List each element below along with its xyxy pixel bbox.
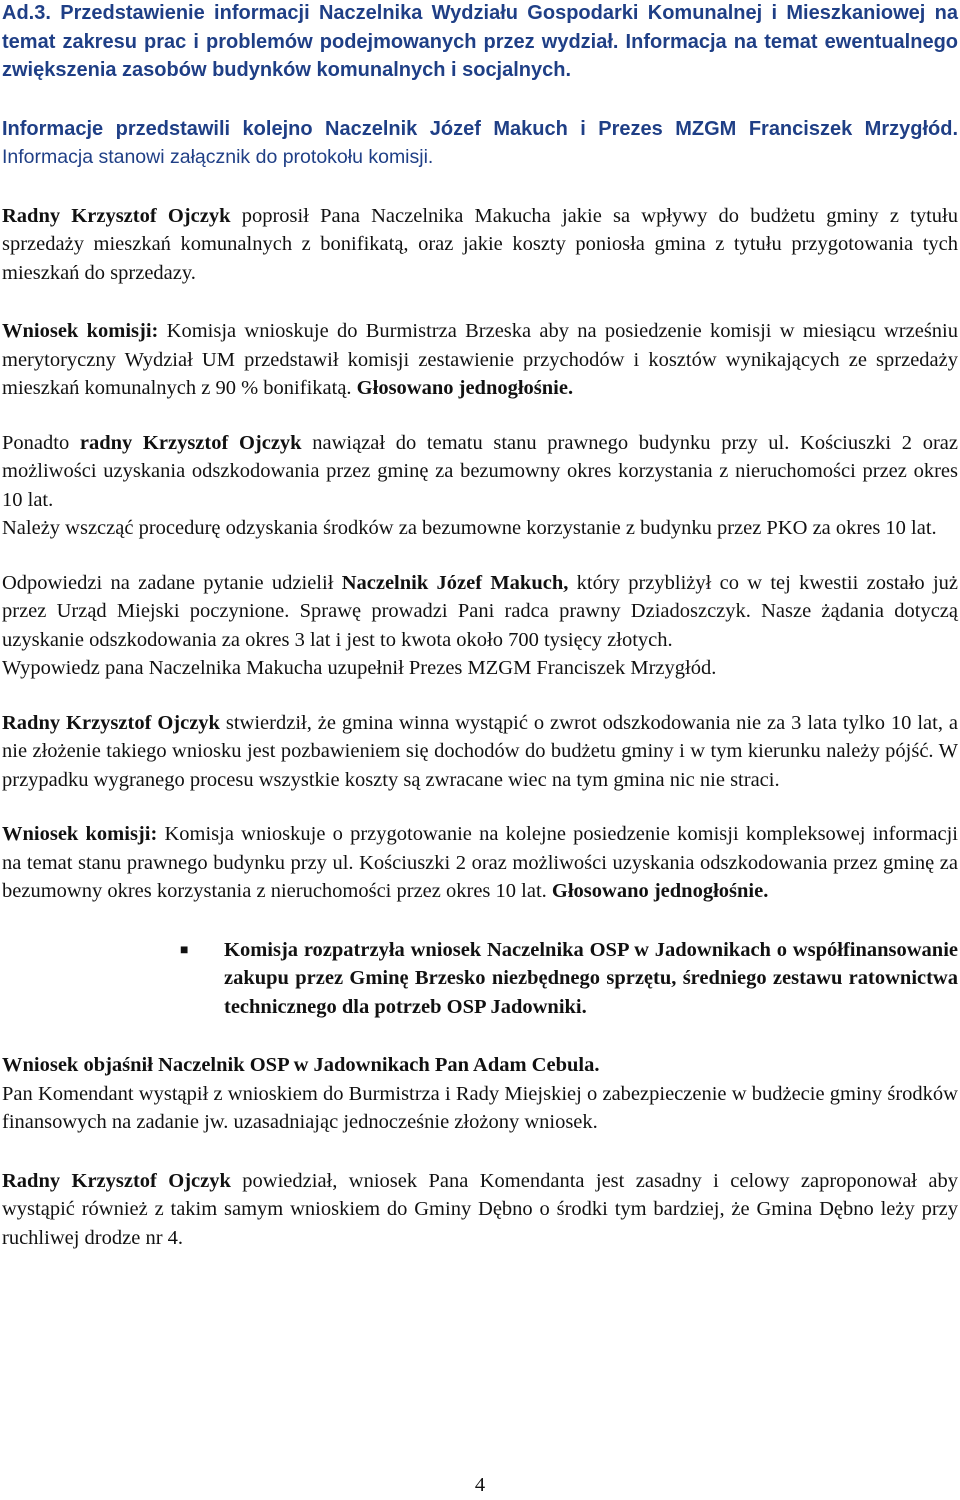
councillor-name: radny Krzysztof Ojczyk <box>79 431 302 454</box>
page-number: 4 <box>474 1474 486 1496</box>
bullet-item <box>180 936 958 1022</box>
opinion-paragraph <box>2 1167 958 1253</box>
supplement-paragraph: Wypowiedz pana Naczelnika Makucha uzupełnił Prezes MZGM Franciszek Mrzygłód. <box>2 657 717 679</box>
councillor-name: Radny Krzysztof Ojczyk <box>2 711 220 734</box>
request-paragraph: Pan Komendant wystąpił z wnioskiem do Burmistrza i Rady Miejskiej o zabezpieczenie w budżecie gminy środków finansowych na zadanie jw. uzasadniając jednocześnie złożony wniosek. <box>2 1082 958 1133</box>
opinion-text: powiedział, wniosek Pana Komendanta jest zasadny i celowy zaproponował aby wystąpić również z takim samym wnioskiem do Gminy Dębno o środki tym bardziej, że Gmina Dębno leży przy ruchliwej drodze nr 4. <box>2 1169 958 1249</box>
councillor-name: Radny Krzysztof Ojczyk <box>2 1169 231 1192</box>
motion-text: Komisja wnioskuje do Burmistrza Brzeska aby na posiedzenie komisji w miesiącu wrześniu merytoryczny Wydział UM przedstawił komisji zestawienie przychodów i kosztów wynikających ze sprzedaży mieszkań komunalnych z 90 % bonifikatą. <box>2 320 958 399</box>
statement-paragraph <box>2 709 958 795</box>
presentation-paragraph <box>2 115 958 172</box>
councillor-name: Radny Krzysztof Ojczyk <box>2 204 231 227</box>
department-head-name: Naczelnik Józef Makuch, <box>341 571 569 594</box>
explanation-paragraph <box>2 1051 958 1080</box>
motion-text: Komisja wnioskuje o przygotowanie na kolejne posiedzenie komisji kompleksowej informacji na temat stanu prawnego budynku przy ul. Kościuszki 2 oraz możliwości uzyskania odszkodowania przez gminę za bezumowny okres korzystania z nieruchomości przez okres 10 lat. <box>2 823 958 902</box>
bullet-text: Komisja rozpatrzyła wniosek Naczelnika OSP w Jadownikach o współfinansowanie zakupu przez Gminę Brzesko niezbędnego sprzętu, średniego zestawu ratownictwa technicznego dla potrzeb OSP Jadowniki. <box>224 938 958 1018</box>
presenters-text: Informacje przedstawili kolejno Naczelnik Józef Makuch i Prezes MZGM Franciszek Mrzygłód. <box>2 117 958 140</box>
building-issue-paragraph <box>2 429 958 515</box>
vote-result: Głosowano jednogłośnie. <box>551 880 769 902</box>
answer-paragraph <box>2 569 958 655</box>
question-paragraph <box>2 202 958 288</box>
committee-motion-1 <box>2 317 958 403</box>
building-issue-text: nawiązał do tematu stanu prawnego budynku przy ul. Kościuszki 2 oraz możliwości uzyskania odszkodowania przez gminę za bezumowny okres korzystania z nieruchomości przez okres 10 lat. <box>2 431 958 511</box>
question-text: poprosił Pana Naczelnika Makucha jakie sa wpływy do budżetu gminy z tytułu sprzedaży mieszkań komunalnych z bonifikatą, oraz jakie koszty poniosła gmina z tytułu przygotowania tych mieszkań do sprzedazy. <box>2 204 959 284</box>
square-bullet-icon: ■ <box>180 942 189 958</box>
agenda-item-title: Przedstawienie informacji Naczelnika Wydziału Gospodarki Komunalnej i Mieszkaniowej na temat zakresu prac i problemów podejmowanych przez wydział. Informacja na temat ewentualnego zwiększenia zasobów budynków komunalnych i socjalnych. <box>2 2 958 81</box>
agenda-item-heading <box>2 0 958 85</box>
motion-label: Wniosek komisji: <box>2 320 159 342</box>
motion-label: Wniosek komisji: <box>2 823 158 845</box>
statement-text: stwierdził, że gmina winna wystąpić o zwrot odszkodowania nie za 3 lata tylko 10 lat, a nie złożenie takiego wniosku jest pozbawieniem się dochodów do budżetu gminy i w tym kierunku należy pójść. W przypadku wygranego procesu wszystkie koszty są zwracane wiec na tym gmina nic nie straci. <box>2 711 958 791</box>
agenda-item-number: Ad.3. <box>2 2 51 24</box>
committee-motion-2 <box>2 820 958 906</box>
vote-result: Głosowano jednogłośnie. <box>356 377 574 399</box>
answer-intro: Odpowiedzi na zadane pytanie udzielił <box>2 571 342 594</box>
procedure-paragraph: Należy wszcząć procedurę odzyskania środków za bezumowne korzystanie z budynku przez PKO za okres 10 lat. <box>2 517 937 539</box>
document-page <box>2 0 958 1252</box>
attachment-note: Informacja stanowi załącznik do protokołu komisji. <box>2 146 434 168</box>
intro-text: Ponadto <box>2 431 80 454</box>
explanation-heading: Wniosek objaśnił Naczelnik OSP w Jadownikach Pan Adam Cebula. <box>2 1054 600 1076</box>
answer-text: który przybliżył co w tej kwestii zostało już przez Urząd Miejski poczynione. Sprawę prowadzi Pani radca prawny Dziadoszczyk. Nasze żądania dotyczą uzyskanie odszkodowania za okres 3 lat i jest to kwota około 700 tysięcy złotych. <box>2 571 958 651</box>
